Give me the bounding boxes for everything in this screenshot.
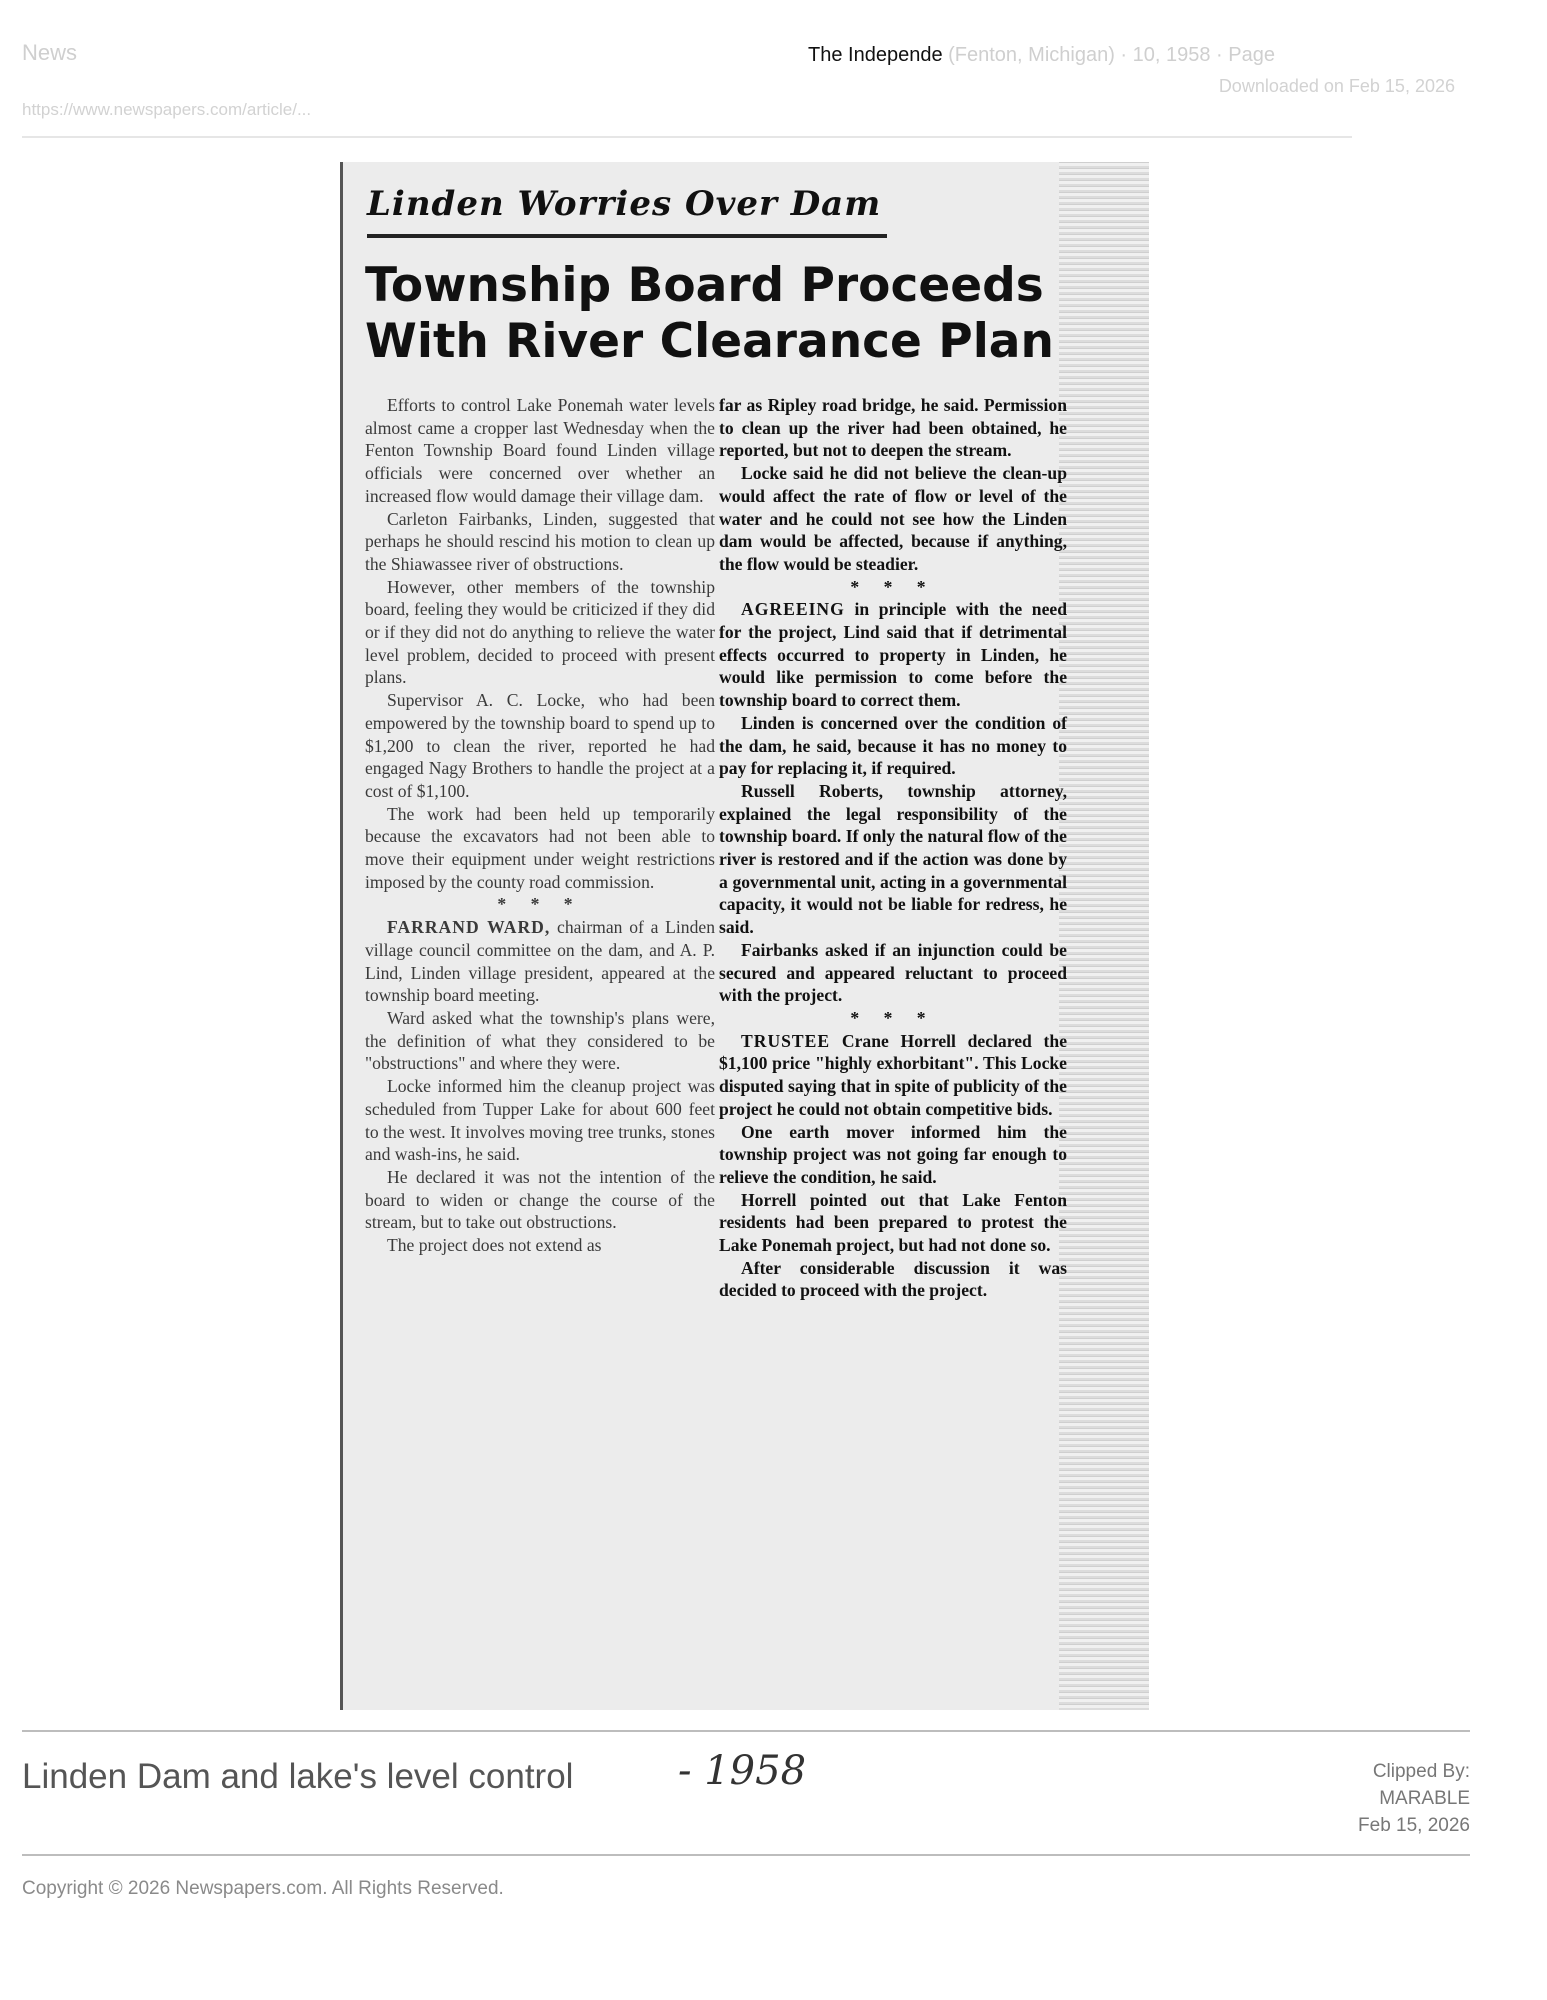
footer-divider-top (22, 1730, 1470, 1732)
section-break: * * * (850, 576, 936, 597)
newspaper-clipping (340, 162, 1149, 1710)
paragraph: Efforts to control Lake Ponemah water levels almost came a cropper last Wednesday when the Fenton Township Board found Linden village officials were concerned over whether an increased flow would damage their village dam. (365, 395, 715, 506)
paper-title-faint: (Fenton, Michigan) · 10, 1958 · Page (948, 44, 1275, 66)
paragraph: far as Ripley road bridge, he said. Permission to clean up the river had been obtained, he reported, but not to deepen the stream. (719, 395, 1067, 461)
clipped-by-user[interactable]: MARABLE (1379, 1788, 1470, 1809)
paper-title[interactable] (808, 44, 1275, 67)
site-name: News (22, 40, 78, 65)
paragraph: Horrell pointed out that Lake Fenton residents had been prepared to protest the Lake Ponemah project, but had not done so. (719, 1189, 1067, 1256)
paragraph: Linden is concerned over the condition of the dam, he said, because it has no money to pay for replacing it, if required. (719, 712, 1067, 779)
paragraph: He declared it was not the intention of the board to widen or change the course of the stream, but to take out obstructions. (365, 1166, 715, 1233)
paragraph: One earth mover informed him the township project was not going far enough to relieve the condition, he said. (719, 1121, 1067, 1187)
paragraph (719, 598, 1067, 712)
paragraph: After considerable discussion it was decided to proceed with the project. (719, 1257, 1067, 1301)
paragraph: The project does not extend as (387, 1235, 602, 1256)
kicker-rule (367, 234, 887, 238)
paragraph: The work had been held up temporarily because the excavators had not been able to move their equipment under weight restrictions imposed by the county road commission. (365, 803, 715, 892)
paragraph: Fairbanks asked if an injunction could be secured and appeared reluctant to proceed with the project. (719, 939, 1067, 1006)
paper-title-text: The Independe (808, 44, 943, 66)
paragraph (719, 1030, 1067, 1121)
paragraph: Russell Roberts, township attorney, explained the legal responsibility of the township board. If only the natural flow of the river is restored and if the action was done by a governmental unit, acting in a governmental capacity, it would not be liable for redress, he said. (719, 780, 1067, 938)
paragraph-text: chairman of a Linden village council committee on the dam, and A. P. Lind, Linden village president, appeared at the township board meeting. (365, 917, 715, 1006)
article-column-2 (719, 394, 1067, 1302)
clip-title: Linden Dam and lake's level control (22, 1757, 574, 1796)
article-headline: Township Board Proceeds With River Clearance Plan (365, 258, 1054, 369)
copyright-notice: Copyright © 2026 Newspapers.com. All Rights Reserved. (22, 1878, 504, 1899)
lead-in: TRUSTEE (741, 1030, 831, 1051)
paragraph-text: in principle with the need for the project, Lind said that if detrimental effects occurred to property in Linden, he would like permission to come before the township board to correct them. (719, 599, 1067, 711)
paragraph: Supervisor A. C. Locke, who had been empowered by the township board to spend up to $1,200 to clean the river, reported he had engaged Nagy Brothers to handle the project at a cost of $1,100. (365, 690, 715, 801)
section-break: * * * (850, 1007, 936, 1028)
paragraph: Carleton Fairbanks, Linden, suggested that perhaps he should rescind his motion to clean up the Shiawassee river of obstructions. (365, 508, 715, 574)
lead-in: AGREEING (741, 599, 845, 620)
paragraph-text: Crane Horrell declared the $1,100 price "highly exhorbitant". This Locke disputed saying that in spite of publicity of the project he could not obtain competitive bids. (719, 1030, 1068, 1119)
paragraph: Locke said he did not believe the clean-up would affect the rate of flow or level of the water and he could not see how the Linden dam would be affected, because if anything, the flow would be steadier. (719, 463, 1067, 574)
lead-in: FARRAND WARD, (387, 917, 551, 938)
clipped-by-label: Clipped By: (1372, 1761, 1470, 1782)
paragraph: However, other members of the township board, feeling they would be criticized if they did or if they did not do anything to relieve the water level problem, decided to proceed with present plans. (365, 576, 715, 688)
paragraph: Ward asked what the township's plans were, the definition of what they considered to be "obstructions" and where they were. (365, 1007, 715, 1074)
article-url[interactable]: https://www.newspapers.com/article/... (22, 100, 312, 119)
scan-noise (1059, 162, 1149, 1710)
article-kicker: Linden Worries Over Dam (367, 184, 882, 224)
section-break: * * * (497, 894, 583, 915)
footer-divider-bottom (22, 1854, 1470, 1856)
clipped-by-block (1358, 1758, 1470, 1839)
paragraph: Locke informed him the cleanup project was scheduled from Tupper Lake for about 600 feet to the west. It involves moving tree trunks, stones and wash-ins, he said. (365, 1076, 715, 1165)
downloaded-date: Downloaded on Feb 15, 2026 (1218, 76, 1455, 96)
paragraph (365, 916, 715, 1007)
clipped-date: Feb 15, 2026 (1358, 1815, 1470, 1836)
article-column-1 (365, 394, 715, 1257)
header-divider (22, 136, 1352, 138)
handwritten-year: - 1958 (678, 1748, 807, 1794)
